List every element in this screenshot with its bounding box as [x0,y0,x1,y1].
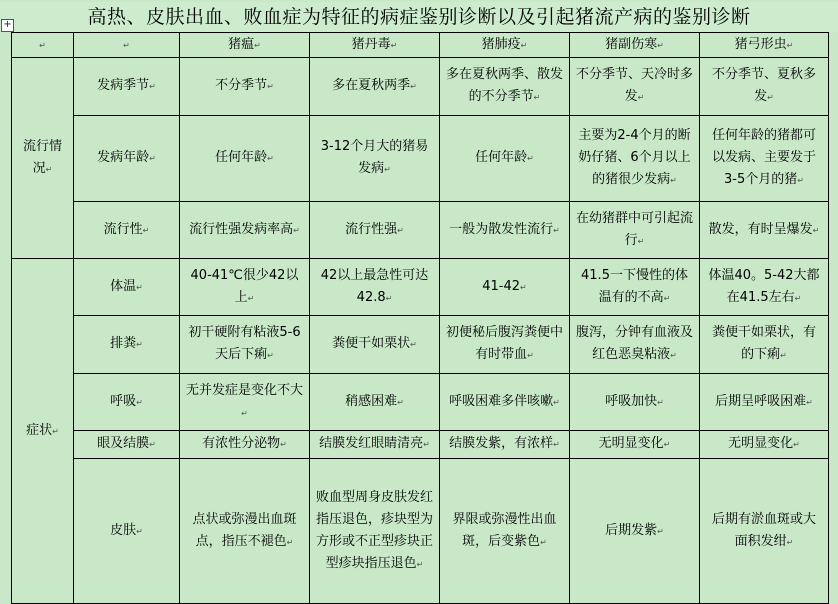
table-row [12,431,829,459]
table-row [12,202,829,259]
table-cell: 不分季节、夏秋多发↵ [700,58,829,116]
table-row [12,58,829,116]
table-cell: 多在夏秋两季↵ [310,58,440,116]
header-cell: 猪丹毒↵ [310,33,440,58]
table-cell: 3-12个月大的猪易发病↵ [310,116,440,202]
table-cell: 粪便干如栗状，有的下痢↵ [700,316,829,374]
row-label-cell: 发病季节↵ [74,58,180,116]
table-cell: 后期呈呼吸困难↵ [700,374,829,431]
table-cell: 任何年龄↵ [180,116,310,202]
table-cell: 无明显变化↵ [700,431,829,459]
table-cell: 后期有淤血斑或大面积发绀↵ [700,459,829,604]
table-cell: 初便秘后腹泻粪便中有时带血↵ [440,316,570,374]
row-label-cell: 皮肤↵ [74,459,180,604]
header-cell: ↵ [12,33,74,58]
table-cell: 腹泻，分钟有血液及红色恶臭粘液↵ [570,316,700,374]
table-row [12,459,829,604]
table-cell: 呼吸加快↵ [570,374,700,431]
table-cell: 呼吸困难多伴咳嗽↵ [440,374,570,431]
table-cell: 体温40。5-42大都在41.5左右↵ [700,259,829,316]
table-cell: 后期发紫↵ [570,459,700,604]
table-cell: 流行性强↵ [310,202,440,259]
table-row [12,116,829,202]
table-cell: 41.5一下慢性的体温有的不高↵ [570,259,700,316]
table-cell: 稍感困难↵ [310,374,440,431]
table-cell: 结膜发红眼睛清亮↵ [310,431,440,459]
row-label-cell: 体温↵ [74,259,180,316]
table-cell: 任何年龄的猪都可以发病、主要发于3-5个月的猪↵ [700,116,829,202]
table-cell: 有浓性分泌物↵ [180,431,310,459]
table-cell: 多在夏秋两季、散发的不分季节↵ [440,58,570,116]
table-cell: 不分季节、天冷时多发↵ [570,58,700,116]
table-cell: 在幼猪群中可引起流行↵ [570,202,700,259]
header-cell: ↵ [74,33,180,58]
table-cell: 主要为2-4个月的断奶仔猪、6个月以上的猪很少发病↵ [570,116,700,202]
table-cell: 散发，有时呈爆发↵ [700,202,829,259]
table-cell: 41-42↵ [440,259,570,316]
table-header-row [12,33,829,58]
page-title: 高热、皮肤出血、败血症为特征的病症鉴别诊断以及引起猪流产病的鉴别诊断 [0,2,838,32]
group-label-cell: 流行情况↵ [12,58,74,259]
table-cell: 40-41℃很少42以上↵ [180,259,310,316]
row-label-cell: 呼吸↵ [74,374,180,431]
table-cell: 败血型周身皮肤发红指压退色，疹块型为方形或不正型疹块正型疹块指压退色↵ [310,459,440,604]
table-cell: 初干硬附有粘液5-6天后下痢↵ [180,316,310,374]
table-cell: 不分季节↵ [180,58,310,116]
header-cell: 猪肺疫↵ [440,33,570,58]
table-row [12,259,829,316]
header-cell: 猪瘟↵ [180,33,310,58]
row-label-cell: 流行性↵ [74,202,180,259]
header-cell: 猪副伤寒↵ [570,33,700,58]
diagnosis-table [11,32,829,604]
table-cell: 一般为散发性流行↵ [440,202,570,259]
table-cell: 界限或弥漫性出血斑，后变紫色↵ [440,459,570,604]
row-label-cell: 发病年龄↵ [74,116,180,202]
table-move-handle-icon[interactable]: + [1,19,14,32]
table-cell: 无明显变化↵ [570,431,700,459]
table-cell: 粪便干如栗状↵ [310,316,440,374]
table-row [12,374,829,431]
table-cell: 任何年龄↵ [440,116,570,202]
table-row [12,316,829,374]
row-label-cell: 眼及结膜↵ [74,431,180,459]
row-label-cell: 排粪↵ [74,316,180,374]
table-cell: 无并发症是变化不大↵ [180,374,310,431]
header-cell: 猪弓形虫↵ [700,33,829,58]
table-cell: 点状或弥漫出血斑点，指压不褪色↵ [180,459,310,604]
table-cell: 结膜发紫，有浓样↵ [440,431,570,459]
table-cell: 流行性强发病率高↵ [180,202,310,259]
table-cell: 42以上最急性可达42.8↵ [310,259,440,316]
group-label-cell: 症状↵ [12,259,74,604]
